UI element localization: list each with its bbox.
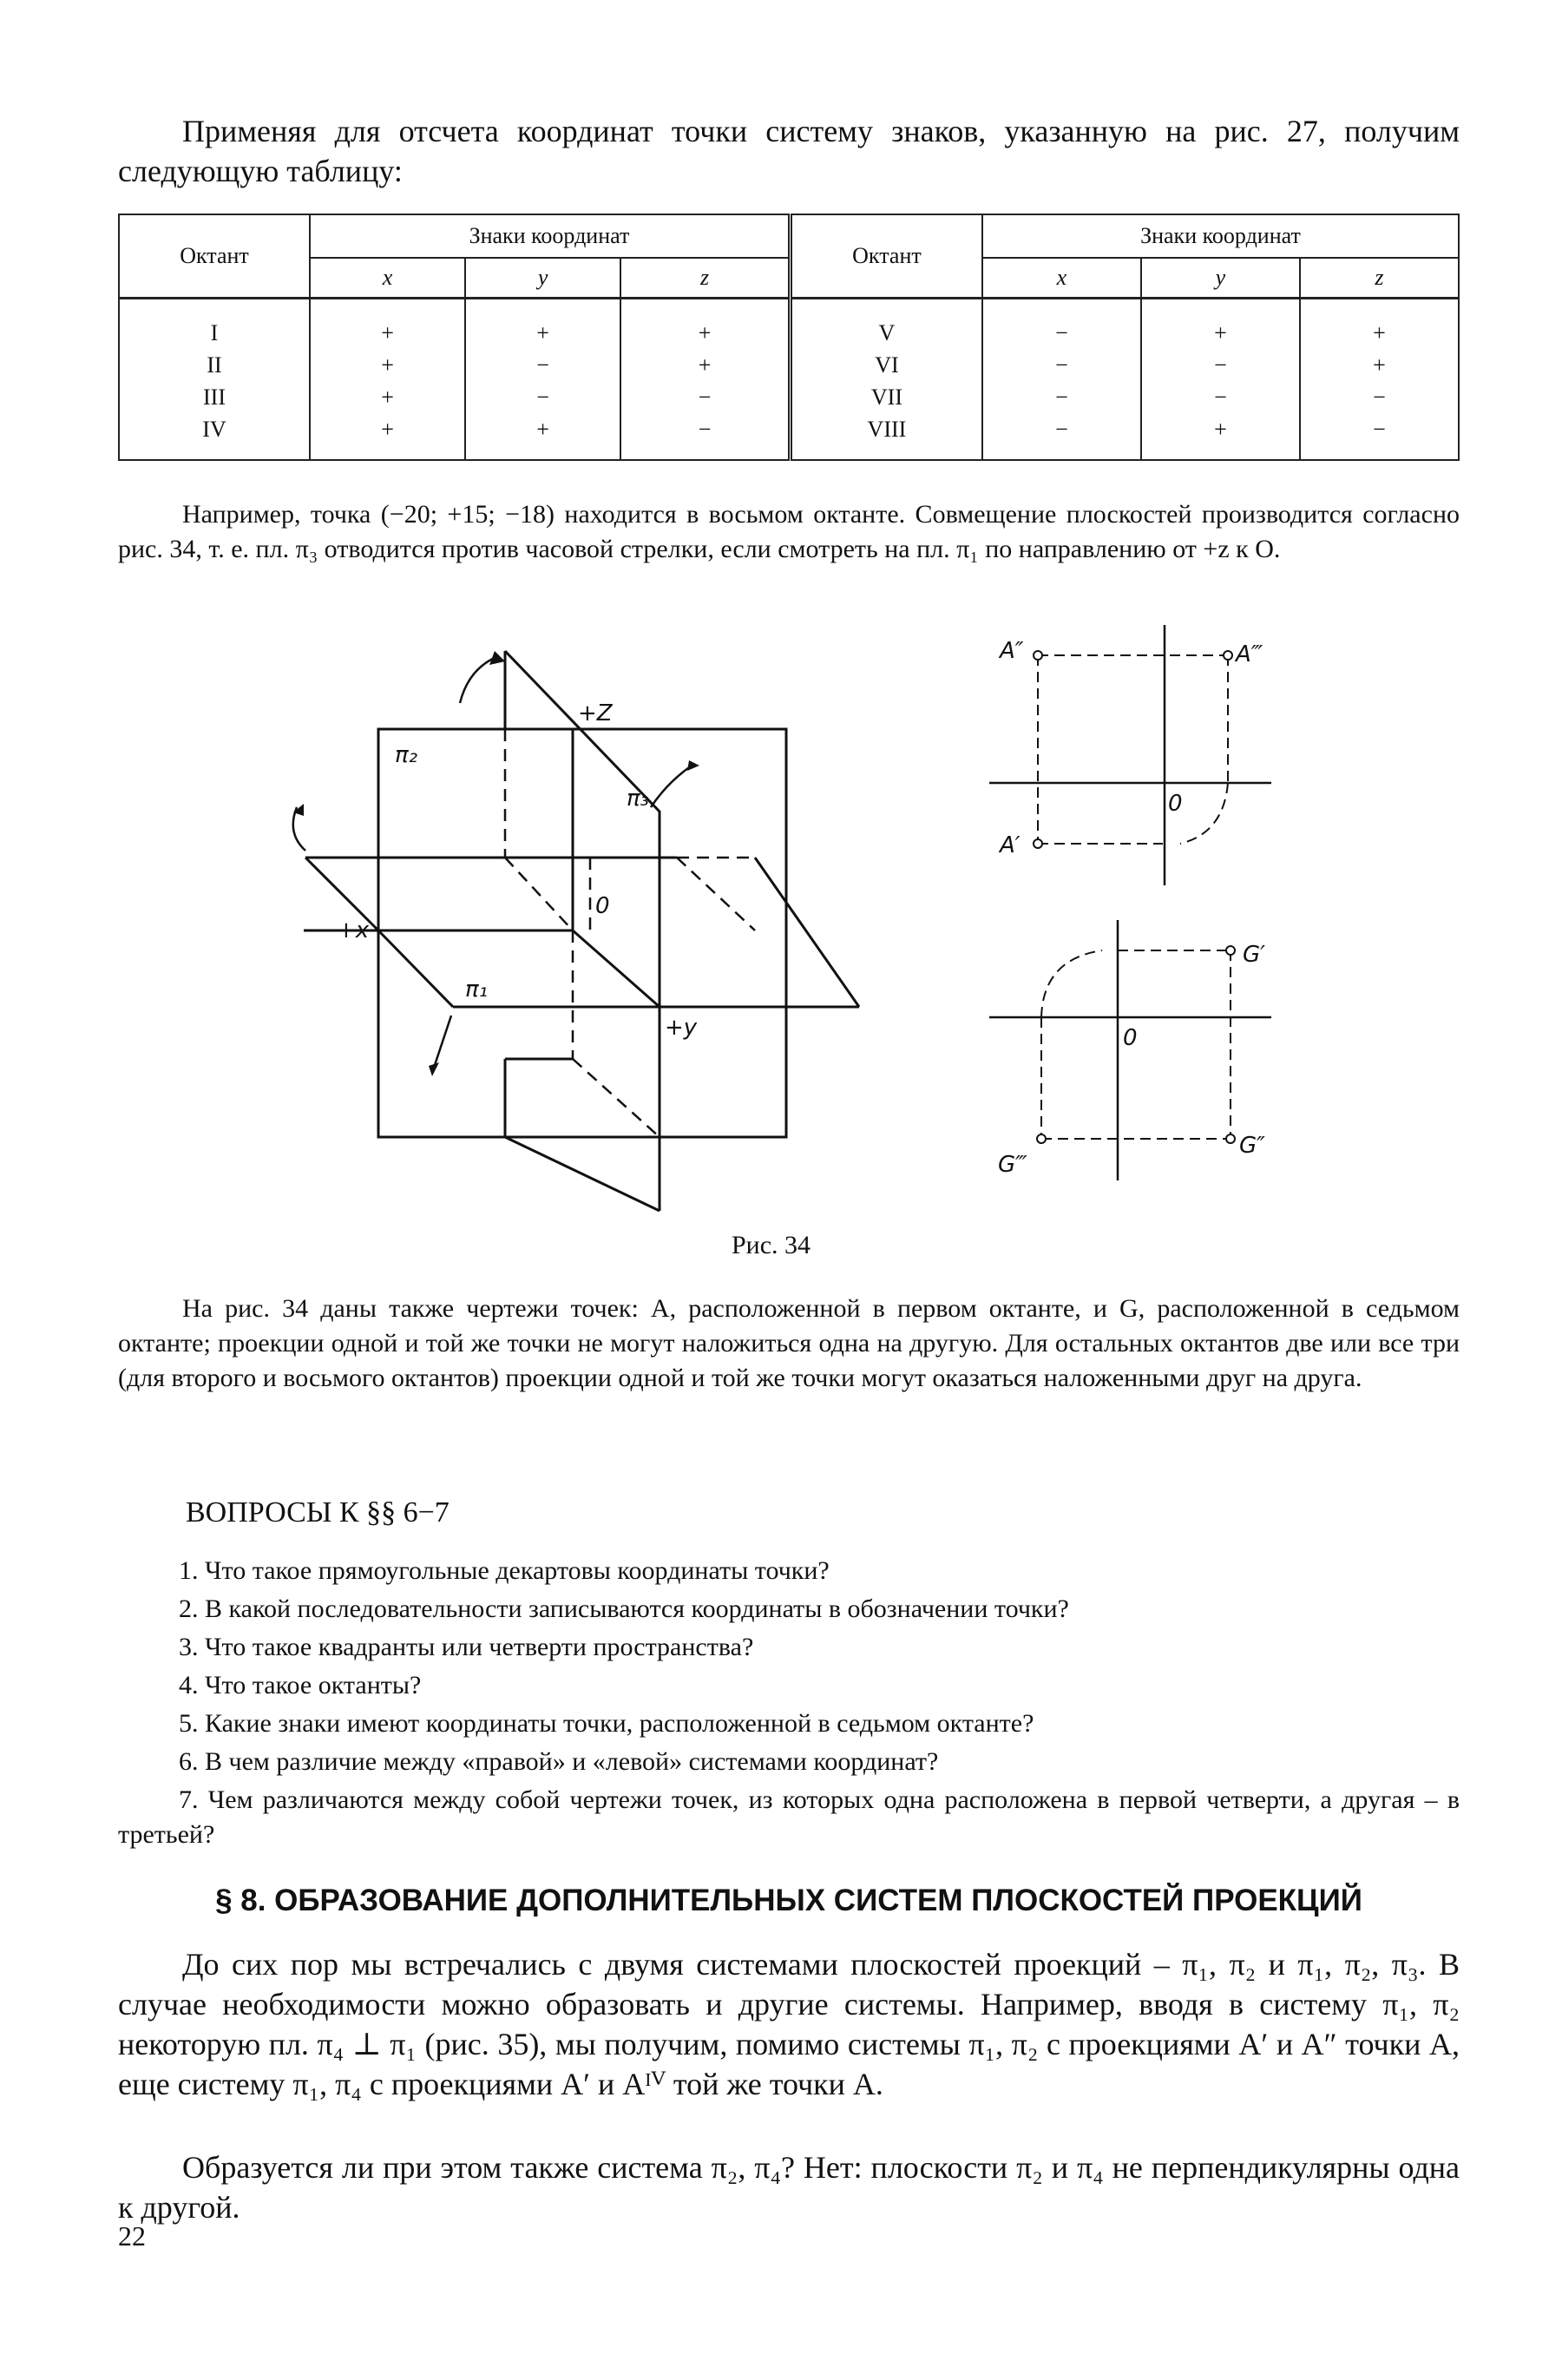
left-z-column: + + − −	[620, 299, 790, 461]
left-octant-column: I II III IV	[119, 299, 310, 461]
header-z-left: z	[620, 258, 790, 299]
label-g1: G′	[1243, 942, 1266, 968]
question-2: 2. В какой последовательности записываются координаты в обозначении точки?	[179, 1594, 1069, 1623]
paragraph-figure-notes: На рис. 34 даны также чертежи точек: A, расположенной в первом октанте, и G, расположенной в седьмом октанте; проекции одной и той же точки не могут наложиться одна на другую. Для остальных октантов две или все три (для второго и восьмого октантов) проекции одной и той же точки могут оказаться наложенными друг на друга.	[118, 1294, 1460, 1392]
right-y-column: + − − +	[1141, 299, 1300, 461]
point-a-drawing	[989, 625, 1284, 885]
label-a1: A′	[1000, 832, 1021, 858]
label-g3: G‴	[998, 1152, 1027, 1178]
header-y-right: y	[1141, 258, 1300, 299]
left-y-column: + − − +	[465, 299, 620, 461]
question-1: 1. Что такое прямоугольные декартовы координаты точки?	[179, 1556, 830, 1585]
right-z-column: + + − −	[1300, 299, 1459, 461]
point-g-drawing	[989, 920, 1284, 1180]
paragraph-systems: До сих пор мы встречались с двумя системами плоскостей проекций – π₁, π₂ и π₁, π₂, π₃. В случае необходимости можно образовать и другие системы. Например, вводя в систему π₁, π₂ некоторую пл. π₄ ⊥ π₁ (рис. 35), мы получим, помимо системы π₁, π₂ с проекциями A′ и A″ точки A, еще систему π₁, π₄ с проекциями A′ и Aᴵⱽ той же точки A.	[118, 1947, 1460, 2101]
header-z-right: z	[1300, 258, 1459, 299]
label-a-origin: 0	[1168, 791, 1183, 817]
section-heading: § 8. ОБРАЗОВАНИЕ ДОПОЛНИТЕЛЬНЫХ СИСТЕМ ПЛОСКОСТЕЙ ПРОЕКЦИЙ	[215, 1884, 1362, 1917]
label-a2: A″	[1000, 638, 1024, 664]
figure-caption: Рис. 34	[732, 1231, 811, 1259]
label-g2: G″	[1239, 1133, 1265, 1159]
octant-planes-figure	[286, 634, 876, 1224]
right-x-column: − − − −	[982, 299, 1141, 461]
label-pi3: π₃	[627, 786, 650, 812]
label-plus-y: +y	[665, 1015, 698, 1041]
label-plus-x: +x	[337, 917, 370, 943]
paragraph-question: Образуется ли при этом также система π₂, π₄? Нет: плоскости π₂ и π₄ не перпендикулярны одна к другой.	[118, 2150, 1460, 2225]
label-origin: 0	[595, 893, 610, 919]
question-6: 6. В чем различие между «правой» и «левой» системами координат?	[179, 1747, 939, 1776]
question-4: 4. Что такое октанты?	[179, 1671, 422, 1700]
label-pi1: π₁	[465, 976, 489, 1003]
plane-pi2	[378, 729, 786, 1137]
header-signs-right: Знаки координат	[982, 214, 1459, 258]
octant-signs-table	[118, 214, 1460, 461]
label-g-origin: 0	[1123, 1025, 1138, 1051]
header-octant-left: Октант	[119, 214, 310, 299]
intro-paragraph: Применяя для отсчета координат точки систему знаков, указанную на рис. 27, получим следующую таблицу:	[118, 114, 1460, 188]
question-5: 5. Какие знаки имеют координаты точки, расположенной в седьмом октанте?	[179, 1709, 1034, 1738]
header-y-left: y	[465, 258, 620, 299]
questions-heading: ВОПРОСЫ К §§ 6−7	[186, 1496, 450, 1529]
header-x-left: x	[310, 258, 465, 299]
header-x-right: x	[982, 258, 1141, 299]
question-7: 7. Чем различаются между собой чертежи точек, из которых одна расположена в первой четверти, а другая – в третьей?	[118, 1785, 1460, 1849]
left-x-column: + + + +	[310, 299, 465, 461]
question-3: 3. Что такое квадранты или четверти пространства?	[179, 1633, 754, 1661]
header-signs-left: Знаки координат	[310, 214, 790, 258]
label-a3: A‴	[1236, 641, 1263, 667]
rotation-arrow-pi1	[434, 1016, 451, 1068]
label-pi2: π₂	[395, 742, 418, 768]
header-octant-right: Октант	[790, 214, 982, 299]
right-octant-column: V VI VII VIII	[790, 299, 982, 461]
page-number: 22	[118, 2220, 146, 2252]
paragraph-example: Например, точка (−20; +15; −18) находится в восьмом октанте. Совмещение плоскостей производится согласно рис. 34, т. е. пл. π₃ отводится против часовой стрелки, если смотреть на пл. π₁ по направлению от +z к O.	[118, 500, 1460, 563]
label-plus-z: +Z	[578, 700, 613, 726]
